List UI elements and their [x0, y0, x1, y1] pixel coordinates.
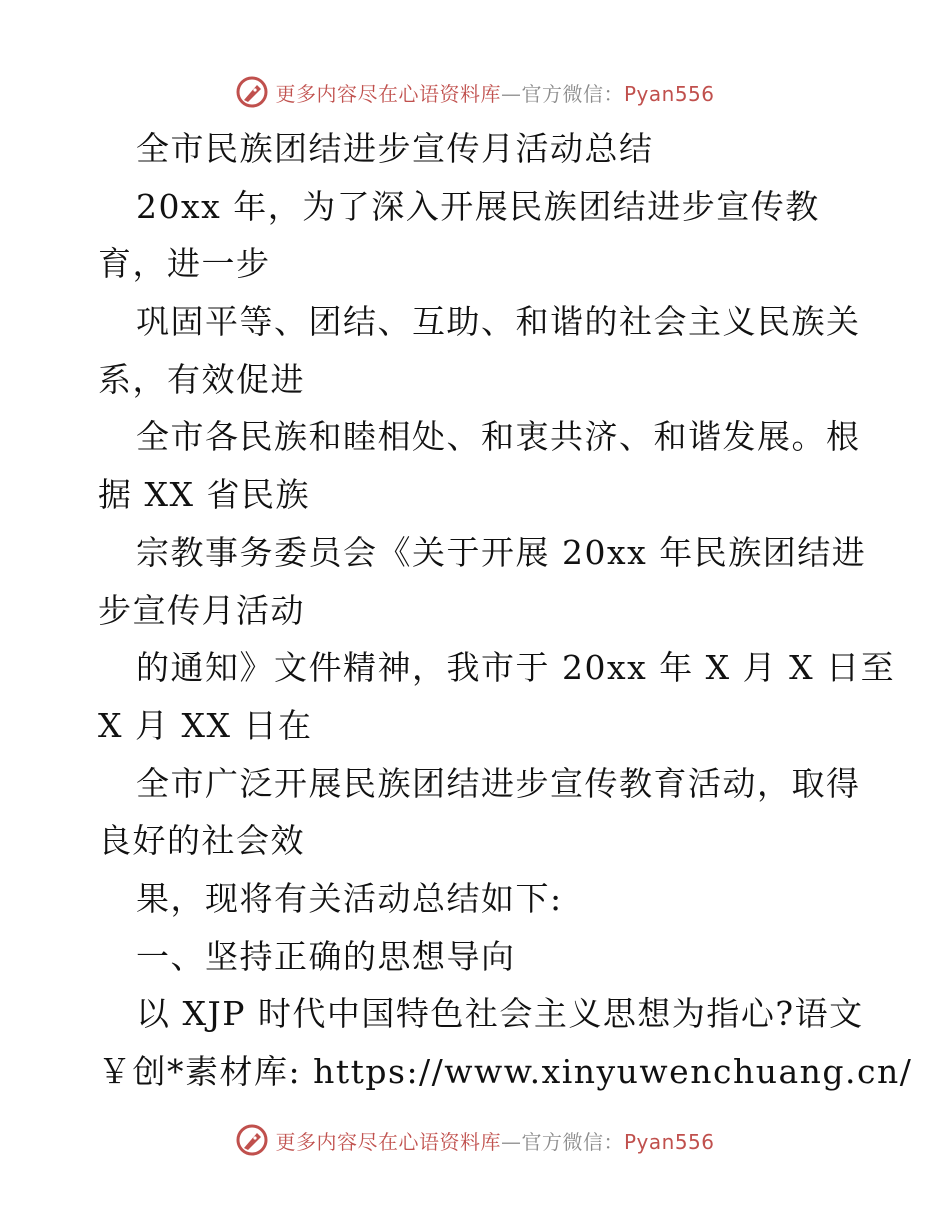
- document-line: 的通知》文件精神，我市于 20xx 年 X 月 X 日至: [136, 648, 896, 688]
- document-line: 全市民族团结进步宣传月活动总结: [136, 129, 654, 168]
- document-line: 以 XJP 时代中国特色社会主义思想为指心?语文: [136, 994, 864, 1034]
- banner-wechat-id: Pyan556: [623, 81, 715, 106]
- document-line: 果，现将有关活动总结如下:: [136, 878, 563, 918]
- document-line: 20xx 年，为了深入开展民族团结进步宣传教: [136, 186, 820, 226]
- document-line: 步宣传月活动: [98, 590, 305, 630]
- banner-main: 更多内容尽在心语资料库: [275, 81, 501, 106]
- document-line: 一、坚持正确的思想导向: [136, 936, 516, 976]
- banner-text: [275, 78, 714, 107]
- banner-wechat-id: Pyan556: [623, 1129, 715, 1154]
- banner-dash: —: [500, 81, 522, 106]
- footer-banner: [0, 1120, 950, 1160]
- banner-dash: —: [500, 1129, 522, 1154]
- document-line: X 月 XX 日在: [98, 705, 313, 745]
- document-body: [98, 120, 913, 1101]
- header-banner: [0, 72, 950, 112]
- document-line: 系，有效促进: [98, 359, 305, 399]
- document-line: 全市各民族和睦相处、和衷共济、和谐发展。根: [136, 417, 861, 457]
- banner-official-label: 官方微信：: [521, 1129, 624, 1154]
- document-line: 宗教事务委员会《关于开展 20xx 年民族团结进: [136, 532, 867, 572]
- document-line: 育，进一步: [98, 244, 271, 284]
- banner-official-label: 官方微信：: [521, 81, 624, 106]
- banner-main: 更多内容尽在心语资料库: [275, 1129, 501, 1154]
- pen-nib-circle-icon: [235, 1123, 269, 1157]
- document-line: ￥创*素材库: https://www.xinyuwenchuang.cn/: [98, 1052, 913, 1091]
- pen-nib-circle-icon: [235, 75, 269, 109]
- document-line: 巩固平等、团结、互助、和谐的社会主义民族关: [136, 302, 861, 342]
- document-line: 据 XX 省民族: [98, 475, 310, 515]
- banner-text: [275, 1126, 714, 1155]
- document-line: 全市广泛开展民族团结进步宣传教育活动，取得: [136, 763, 861, 803]
- document-line: 良好的社会效: [98, 821, 305, 861]
